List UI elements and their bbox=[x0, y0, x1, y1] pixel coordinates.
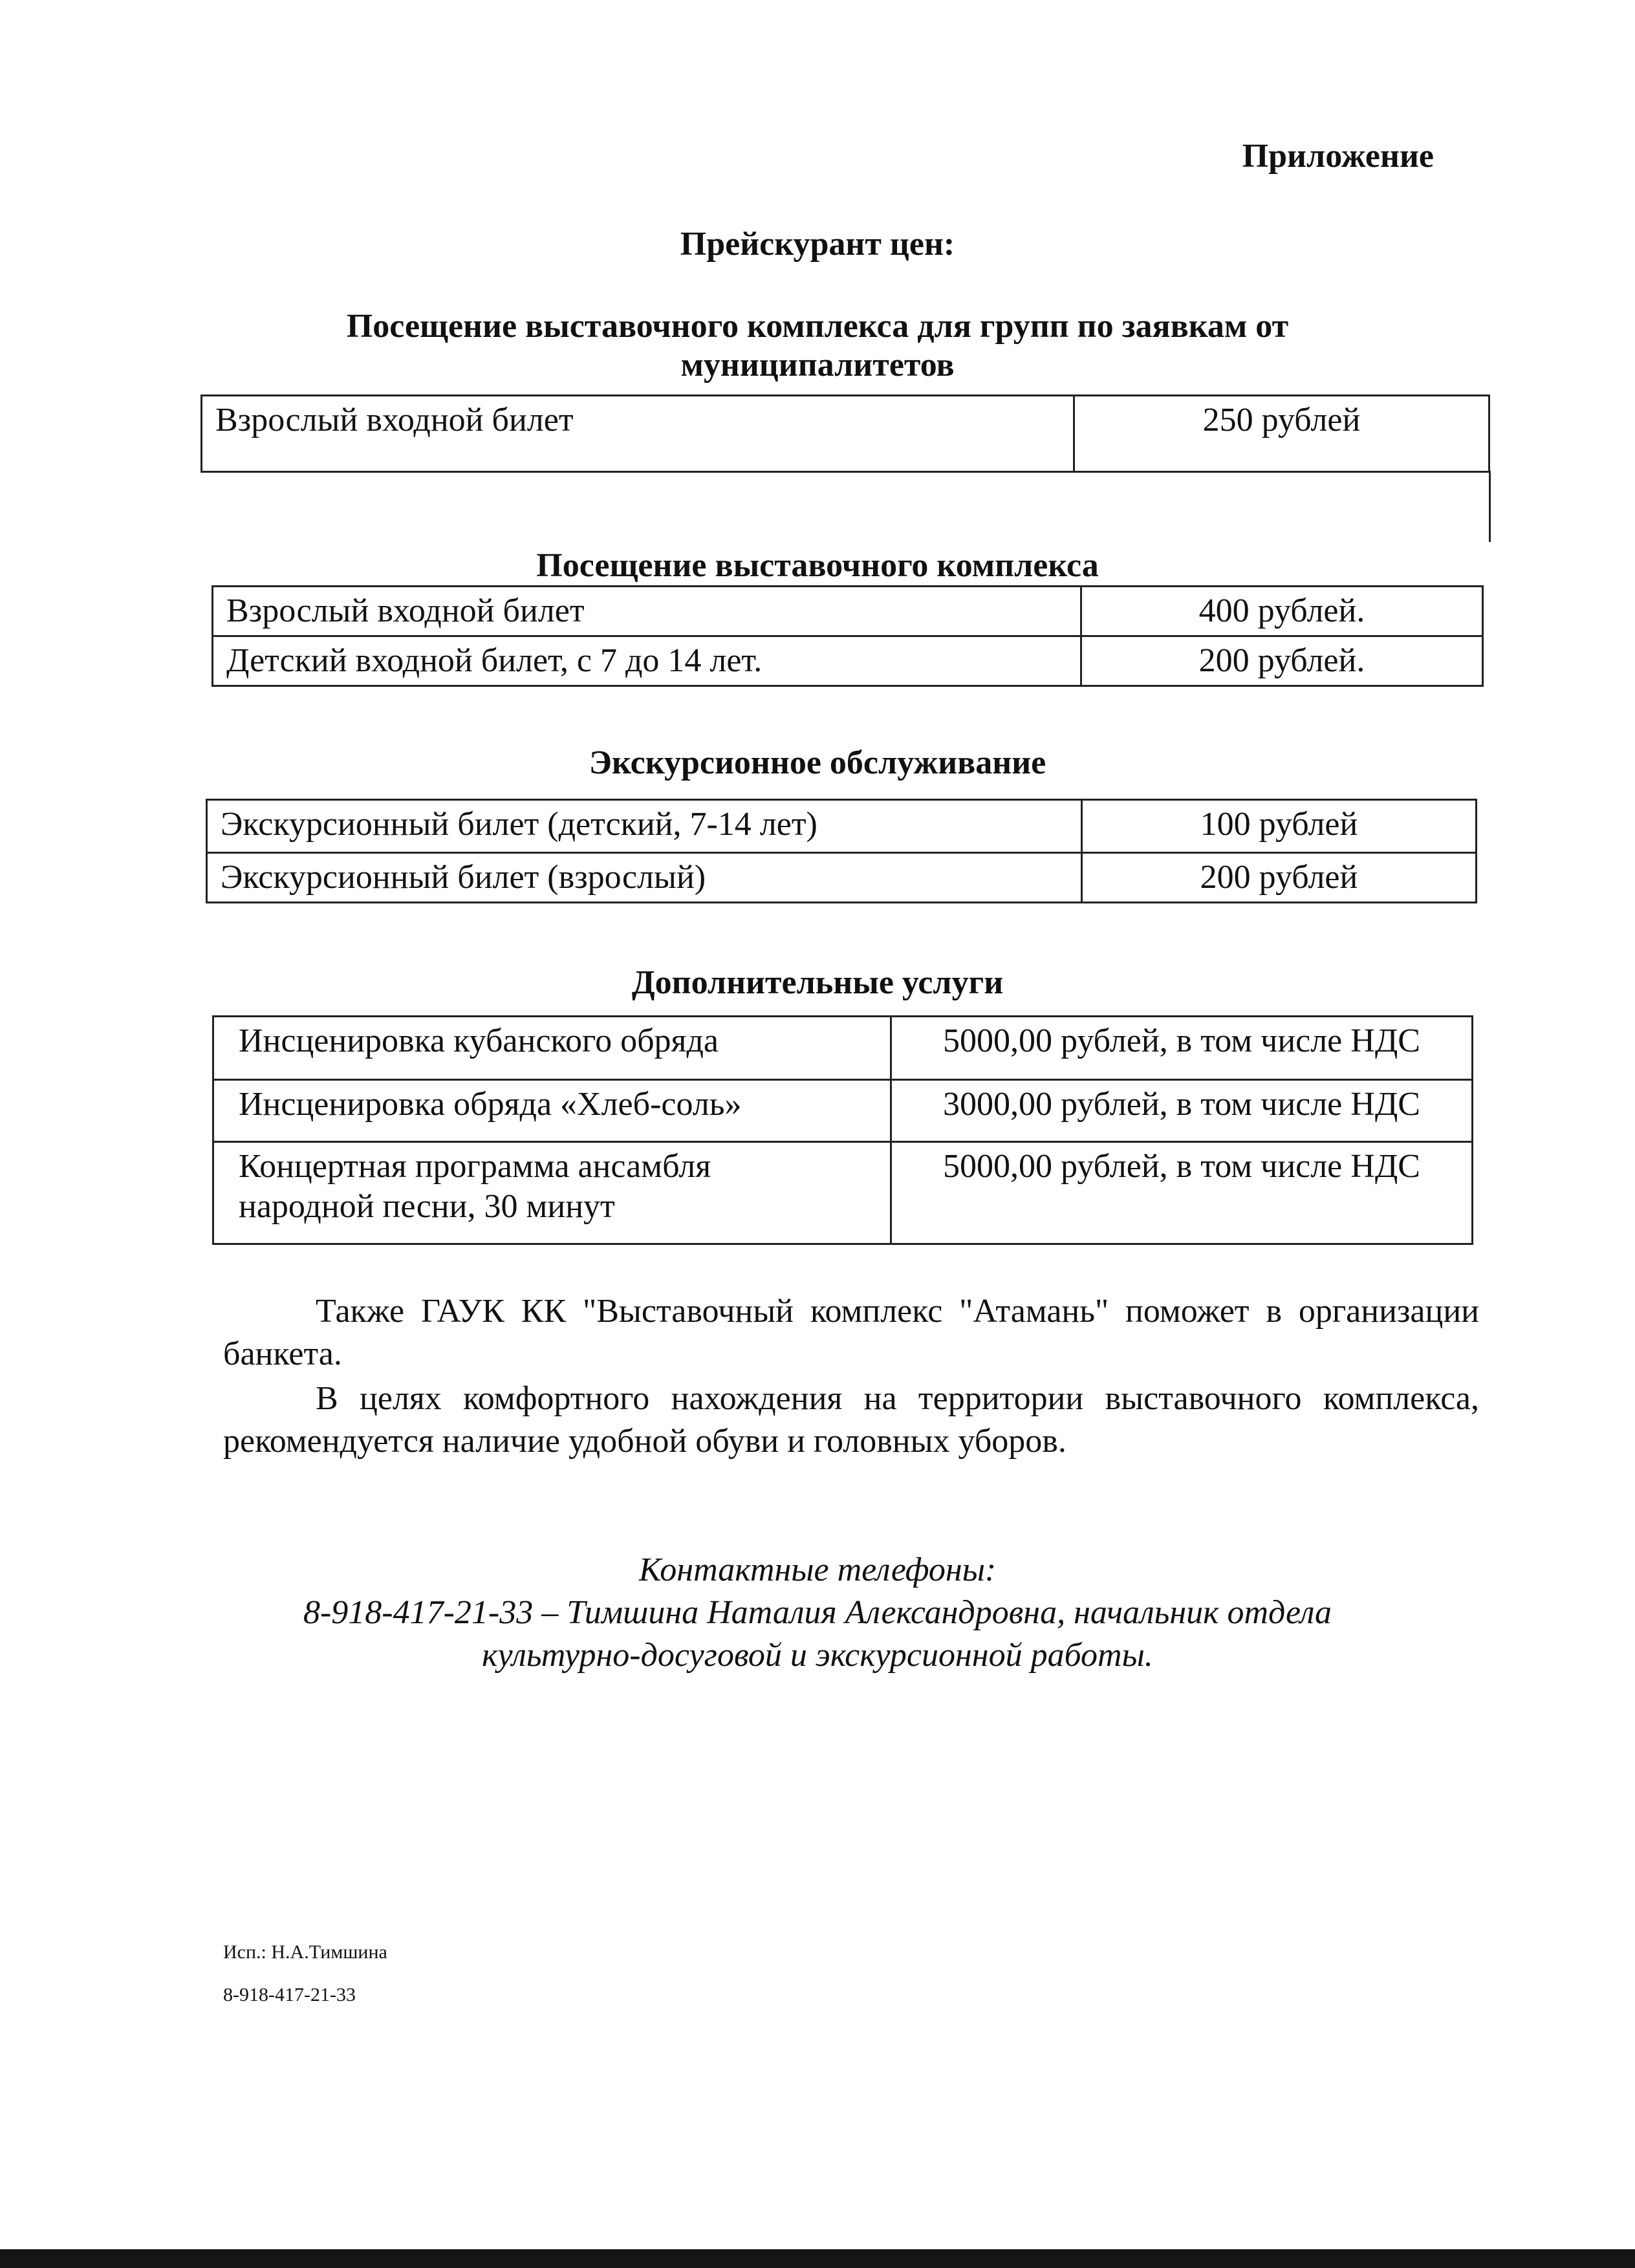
appendix-label: Приложение bbox=[1242, 138, 1434, 175]
table-row bbox=[207, 853, 1477, 903]
price-table-additional bbox=[212, 1015, 1473, 1245]
paragraph-recommendation: В целях комфортного нахождения на территории выставочного комплекса, рекомендуется наличие удобной обуви и головных уборов. bbox=[223, 1380, 1479, 1460]
table-row bbox=[213, 1017, 1473, 1080]
item-line: народной песни, 30 минут bbox=[239, 1188, 615, 1225]
price-cell: 250 рублей bbox=[1074, 396, 1489, 472]
item-cell: Взрослый входной билет bbox=[213, 587, 1081, 636]
item-cell: Детский входной билет, с 7 до 14 лет. bbox=[213, 636, 1081, 686]
item-cell: Инсценировка обряда «Хлеб-соль» bbox=[213, 1080, 891, 1142]
price-cell: 100 рублей bbox=[1082, 800, 1477, 853]
section-title-line: Экскурсионное обслуживание bbox=[589, 744, 1046, 781]
item-cell bbox=[213, 1142, 891, 1244]
price-cell: 5000,00 рублей, в том числе НДС bbox=[891, 1142, 1473, 1244]
price-cell: 200 рублей bbox=[1082, 853, 1477, 903]
section-title-additional bbox=[0, 964, 1635, 1002]
price-table-visit bbox=[211, 585, 1484, 687]
executor-name: Исп.: Н.А.Тимшина bbox=[223, 1941, 387, 1963]
section-title-line: муниципалитетов bbox=[680, 347, 955, 383]
table-row bbox=[213, 636, 1483, 686]
item-cell: Экскурсионный билет (взрослый) bbox=[207, 853, 1082, 903]
table-row bbox=[207, 800, 1477, 853]
price-cell: 200 рублей. bbox=[1081, 636, 1483, 686]
section-title-groups bbox=[0, 307, 1635, 385]
price-cell: 5000,00 рублей, в том числе НДС bbox=[891, 1017, 1473, 1080]
section-title-line: Посещение выставочного комплекса для групп по заявкам от bbox=[346, 308, 1289, 345]
item-line: Концертная программа ансамбля bbox=[239, 1148, 711, 1185]
price-table-excursion bbox=[206, 799, 1477, 903]
table-row bbox=[202, 396, 1489, 472]
paragraph-banquet: Также ГАУК КК "Выставочный комплекс "Атамань" поможет в организации банкета. bbox=[223, 1293, 1479, 1372]
scan-edge bbox=[0, 2249, 1635, 2268]
table-row bbox=[213, 1142, 1473, 1244]
section-title-line: Посещение выставочного комплекса bbox=[536, 547, 1099, 584]
contacts-block bbox=[0, 1549, 1635, 1677]
document-title: Прейскурант цен: bbox=[680, 226, 955, 263]
section-title-excursion bbox=[0, 744, 1635, 783]
price-table-groups bbox=[200, 394, 1490, 473]
contacts-line: 8-918-417-21-33 – Тимшина Наталия Александровна, начальник отдела bbox=[303, 1594, 1332, 1631]
table-row bbox=[213, 1080, 1473, 1142]
table-border-fragment bbox=[1489, 471, 1491, 542]
contacts-line: культурно-досуговой и экскурсионной работы. bbox=[482, 1637, 1153, 1674]
item-cell: Инсценировка кубанского обряда bbox=[213, 1017, 891, 1080]
price-cell: 400 рублей. bbox=[1081, 587, 1483, 636]
section-title-visit bbox=[0, 546, 1635, 585]
item-cell: Взрослый входной билет bbox=[202, 396, 1074, 472]
executor-phone: 8-918-417-21-33 bbox=[223, 1984, 356, 2005]
contacts-heading: Контактные телефоны: bbox=[638, 1551, 997, 1588]
price-cell: 3000,00 рублей, в том числе НДС bbox=[891, 1080, 1473, 1142]
item-cell: Экскурсионный билет (детский, 7-14 лет) bbox=[207, 800, 1082, 853]
table-row bbox=[213, 587, 1483, 636]
section-title-line: Дополнительные услуги bbox=[631, 964, 1004, 1001]
